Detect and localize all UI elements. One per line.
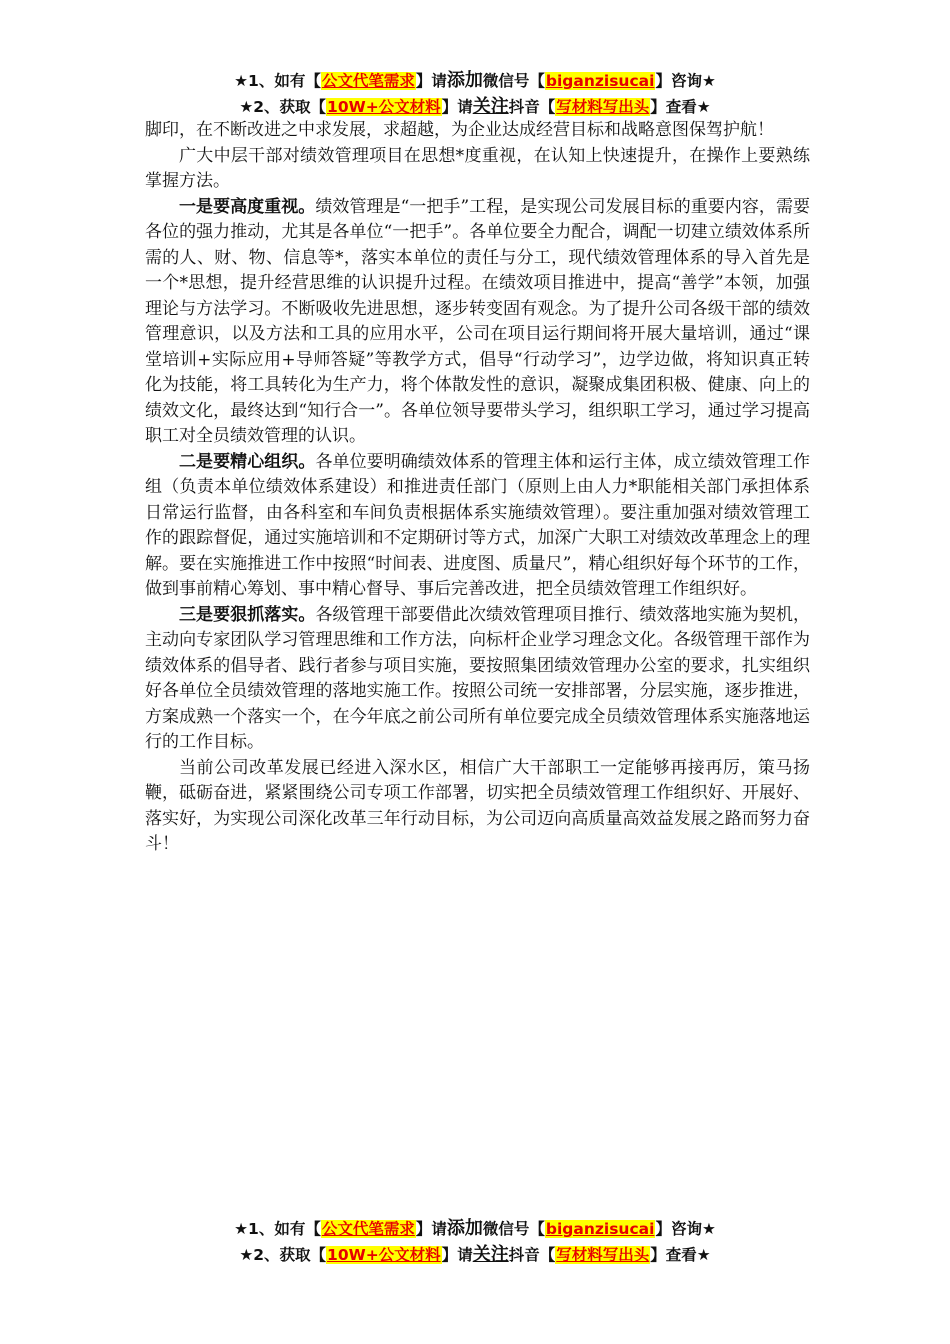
banner-emphasis: 关注: [472, 96, 509, 117]
point-heading: 一是要高度重视。: [179, 196, 316, 217]
highlight-service: 公文代笔需求: [321, 72, 415, 90]
point-body: 绩效管理是“一把手”工程，是实现公司发展目标的重要内容，需要各位的强力推动，尤其是各单位“一把手”。各单位要全力配合，调配一切建立绩效体系所需的人、财、物、信息等*，落实本单位的责任与分工，现代绩效管理体系的导入首先是一个*思想，提升经营思维的认识提升过程。在绩效项目推进中，提高“善学”本领，加强理论与方法学习。不断吸收先进思想，逐步转变固有观念。为了提升公司各级干部的绩效管理意识，以及方法和工具的应用水平，公司在项目运行期间将开展大量培训，通过“课堂培训+实际应用+导师答疑”等教学方式，倡导“行动学习”，边学边做，将知识真正转化为技能，将工具转化为生产力，将个体散发性的意识，凝聚成集团积极、健康、向上的绩效文化，最终达到“知行合一”。各单位领导要带头学习，组织职工学习，通过学习提高职工对全员绩效管理的认识。: [145, 196, 811, 446]
banner-text: 】请: [441, 1246, 473, 1264]
point-heading: 二是要精心组织。: [179, 451, 316, 472]
banner-text: 微信号【: [482, 1220, 545, 1238]
highlight-materials: 10W+公文材料: [327, 98, 441, 116]
banner-text: 】咨询★: [655, 1220, 716, 1238]
banner-text: 】咨询★: [655, 72, 716, 90]
paragraph-point-1: [145, 195, 810, 450]
banner-text: 】请: [415, 72, 447, 90]
paragraph-point-2: [145, 450, 810, 603]
banner-emphasis: 添加: [446, 1218, 483, 1239]
highlight-douyin-account: 写材料写出头: [556, 1246, 650, 1264]
point-body: 各单位要明确绩效体系的管理主体和运行主体，成立绩效管理工作组（负责本单位绩效体系建设）和推进责任部门（原则上由人力*职能相关部门承担体系日常运行监督，由各科室和车间负责根据体系实施绩效管理）。要注重加强对绩效管理工作的跟踪督促，通过实施培训和不定期研讨等方式，加深广大职工对绩效改革理念上的理解。要在实施推进工作中按照“时间表、进度图、质量尺”，精心组织好每个环节的工作，做到事前精心筹划、事中精心督导、事后完善改进，把全员绩效管理工作组织好。: [145, 451, 811, 599]
banner-line-2: [0, 94, 950, 120]
highlight-wechat-id: biganzisucai: [545, 72, 655, 90]
banner-emphasis: 关注: [472, 1244, 509, 1265]
paragraph-intro: 广大中层干部对绩效管理项目在思想*度重视，在认知上快速提升，在操作上要熟练掌握方法。: [145, 145, 810, 191]
banner-text: 】请: [441, 98, 473, 116]
banner-text: 】请: [415, 1220, 447, 1238]
point-body: 各级管理干部要借此次绩效管理项目推行、绩效落地实施为契机，主动向专家团队学习管理思维和工作方法，向标杆企业学习理念文化。各级管理干部作为绩效体系的倡导者、践行者参与项目实施，要按照集团绩效管理办公室的要求，扎实组织好各单位全员绩效管理的落地实施工作。按照公司统一安排部署，分层实施，逐步推进，方案成熟一个落实一个，在今年底之前公司所有单位要完成全员绩效管理体系实施落地运行的工作目标。: [145, 604, 811, 752]
banner-text: ★2、获取【: [239, 98, 327, 116]
highlight-douyin-account: 写材料写出头: [556, 98, 650, 116]
banner-line-2: [0, 1242, 950, 1268]
highlight-service: 公文代笔需求: [321, 1220, 415, 1238]
paragraph-point-3: [145, 603, 810, 756]
banner-text: 微信号【: [482, 72, 545, 90]
banner-text: ★1、如有【: [234, 1220, 321, 1238]
point-heading: 三是要狠抓落实。: [179, 604, 316, 625]
highlight-materials: 10W+公文材料: [327, 1246, 441, 1264]
banner-emphasis: 添加: [446, 70, 483, 91]
banner-line-1: [0, 1216, 950, 1242]
banner-text: ★2、获取【: [239, 1246, 327, 1264]
paragraph-continuation: 脚印，在不断改进之中求发展，求超越，为企业达成经营目标和战略意图保驾护航！: [145, 120, 774, 140]
document-body: [145, 118, 810, 858]
footer-banner: [0, 1216, 950, 1268]
banner-text: 】查看★: [650, 98, 711, 116]
banner-text: 抖音【: [508, 98, 556, 116]
banner-text: 抖音【: [508, 1246, 556, 1264]
header-banner: [0, 68, 950, 120]
banner-text: ★1、如有【: [234, 72, 321, 90]
banner-text: 】查看★: [650, 1246, 711, 1264]
paragraph-conclusion: 当前公司改革发展已经进入深水区，相信广大干部职工一定能够再接再厉，策马扬鞭，砥砺奋进，紧紧围绕公司专项工作部署，切实把全员绩效管理工作组织好、开展好、落实好，为实现公司深化改革三年行动目标，为公司迈向高质量高效益发展之路而努力奋斗！: [145, 757, 810, 854]
banner-line-1: [0, 68, 950, 94]
highlight-wechat-id: biganzisucai: [545, 1220, 655, 1238]
